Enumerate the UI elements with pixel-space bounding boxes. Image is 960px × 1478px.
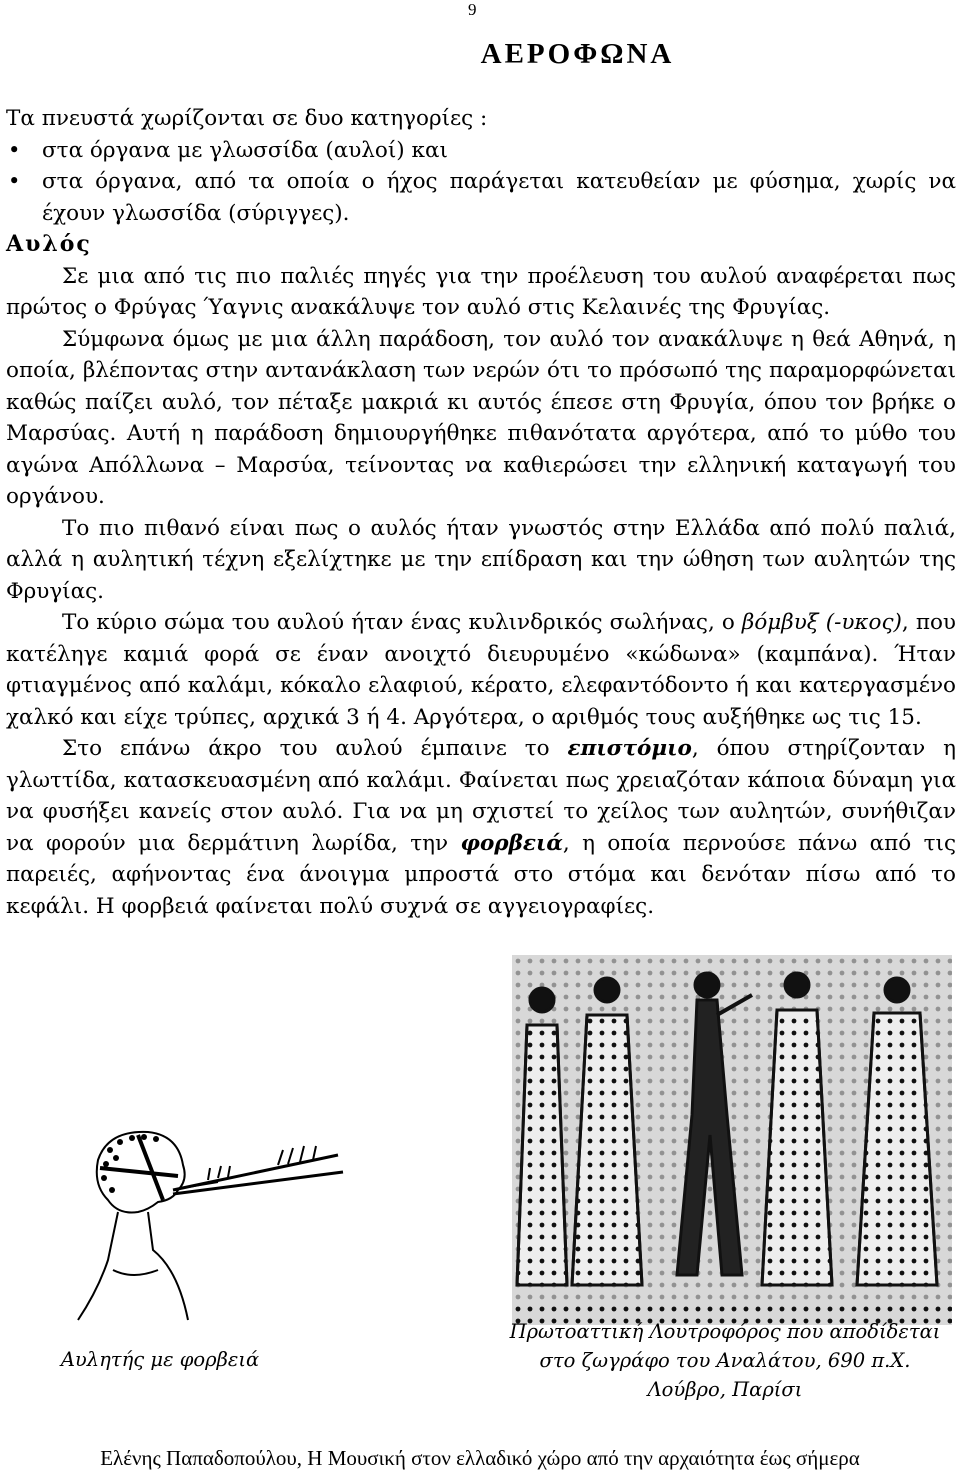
caption-line: στο ζωγράφο του Αναλάτου, 690 π.Χ. [539, 1349, 911, 1372]
intro-line: Τα πνευστά χωρίζονται σε δυο κατηγορίες : [6, 106, 488, 131]
right-figure-caption [505, 1317, 945, 1404]
section-heading: Αυλός [6, 231, 92, 257]
paragraph: Το πιο πιθανό είναι πως ο αυλός ήταν γνωστός στην Ελλάδα από πολύ παλιά, αλλά η αυλητική τέχνη εξελίχτηκε με την επίδραση και την ώθηση των αυλητών της Φρυγίας. [6, 515, 956, 604]
term-phorbeia: φορβειά [460, 830, 563, 856]
page-number: 9 [468, 0, 477, 19]
bullet-list [6, 135, 956, 230]
paragraph [6, 733, 956, 922]
paragraph: Σύμφωνα όμως με μια άλλη παράδοση, τον αυλό τον ανακάλυψε η θεά Αθηνά, η οποία, βλέποντας στην αντανάκλαση των νερών ότι το πρόσωπό της παραμορφώνεται καθώς παίζει αυλό, τον πέταξε μακριά κι αυτός έπεσε στη Φρυγία, όπου τον βρήκε ο Μαρσύας. Αυτή η παράδοση δημιουργήθηκε πιθανότατα αργότερα, από το μύθο του αγώνα Απόλλωνα – Μαρσύα, τείνοντας να καθιερώσει την ελληνική καταγωγή του οργάνου. [6, 326, 956, 509]
text-run: , η οποία περνούσε πάνω από τις παρειές, αφήνοντας ένα άνοιγμα μπροστά στο στόμα και δενόταν πίσω από το κεφάλι. Η φορβειά φαίνεται πολύ συχνά σε αγγειογραφίες. [6, 830, 956, 919]
term-bombyx: βόμβυξ (-υκος) [741, 610, 902, 635]
main-text [6, 103, 956, 922]
bullet-item: • στα όργανα, από τα οποία ο ήχος παράγεται κατευθείαν με φύσημα, χωρίς να έχουν γλωσσίδα (σύριγγες). [6, 166, 956, 229]
paragraph [6, 607, 956, 733]
aulos-player-illustration [38, 1120, 368, 1330]
text-run: , όπου στηρίζονταν η γλωττίδα, κατασκευασμένη από καλάμι. Φαίνεται πως χρειαζόταν κάποια δύναμη για να φυσήξει κανείς στον αυλό. Για να μη σχιστεί το χείλος των αυλητών, συνήθιζαν να φορούν μια δερμάτινη λωρίδα, την [6, 736, 956, 856]
bullet-item: • στα όργανα με γλωσσίδα (αυλοί) και [6, 135, 956, 167]
text-run: Το κύριο σώμα του αυλού ήταν ένας κυλινδρικός σωλήνας, ο [62, 610, 742, 635]
text-run: Στο επάνω άκρο του αυλού έμπαινε το [62, 736, 568, 761]
left-figure-caption: Αυλητής με φορβειά [60, 1348, 260, 1371]
page-footer: Ελένης Παπαδοπούλου, Η Μουσική στον ελλαδικό χώρο από την αρχαιότητα έως σήμερα [100, 1446, 860, 1470]
loutrophoros-illustration [512, 955, 952, 1325]
caption-line: Λούβρο, Παρίσι [647, 1378, 803, 1401]
page-title: ΑΕΡΟΦΩΝΑ [480, 38, 675, 70]
caption-line: Πρωτοαττική Λουτροφόρος που αποδίδεται [509, 1320, 941, 1343]
text-run: , που κατέληγε καμιά φορά σε έναν ανοιχτό διευρυμένο «κώδωνα» (καμπάνα). Ήταν φτιαγμένος από καλάμι, κόκαλο ελαφιού, κέρατο, ελεφαντόδοντο ή και κατεργασμένο χαλκό και είχε τρύπες, αρχικά 3 ή 4. Αργότερα, ο αριθμός τους αυξήθηκε ως τις 15. [6, 610, 956, 730]
term-epistomio: επιστόμιο [567, 736, 692, 761]
paragraph: Σε μια από τις πιο παλιές πηγές για την προέλευση του αυλού αναφέρεται πως πρώτος ο Φρύγας Ύαγνις ανακάλυψε τον αυλό στις Κελαινές της Φρυγίας. [6, 263, 956, 320]
